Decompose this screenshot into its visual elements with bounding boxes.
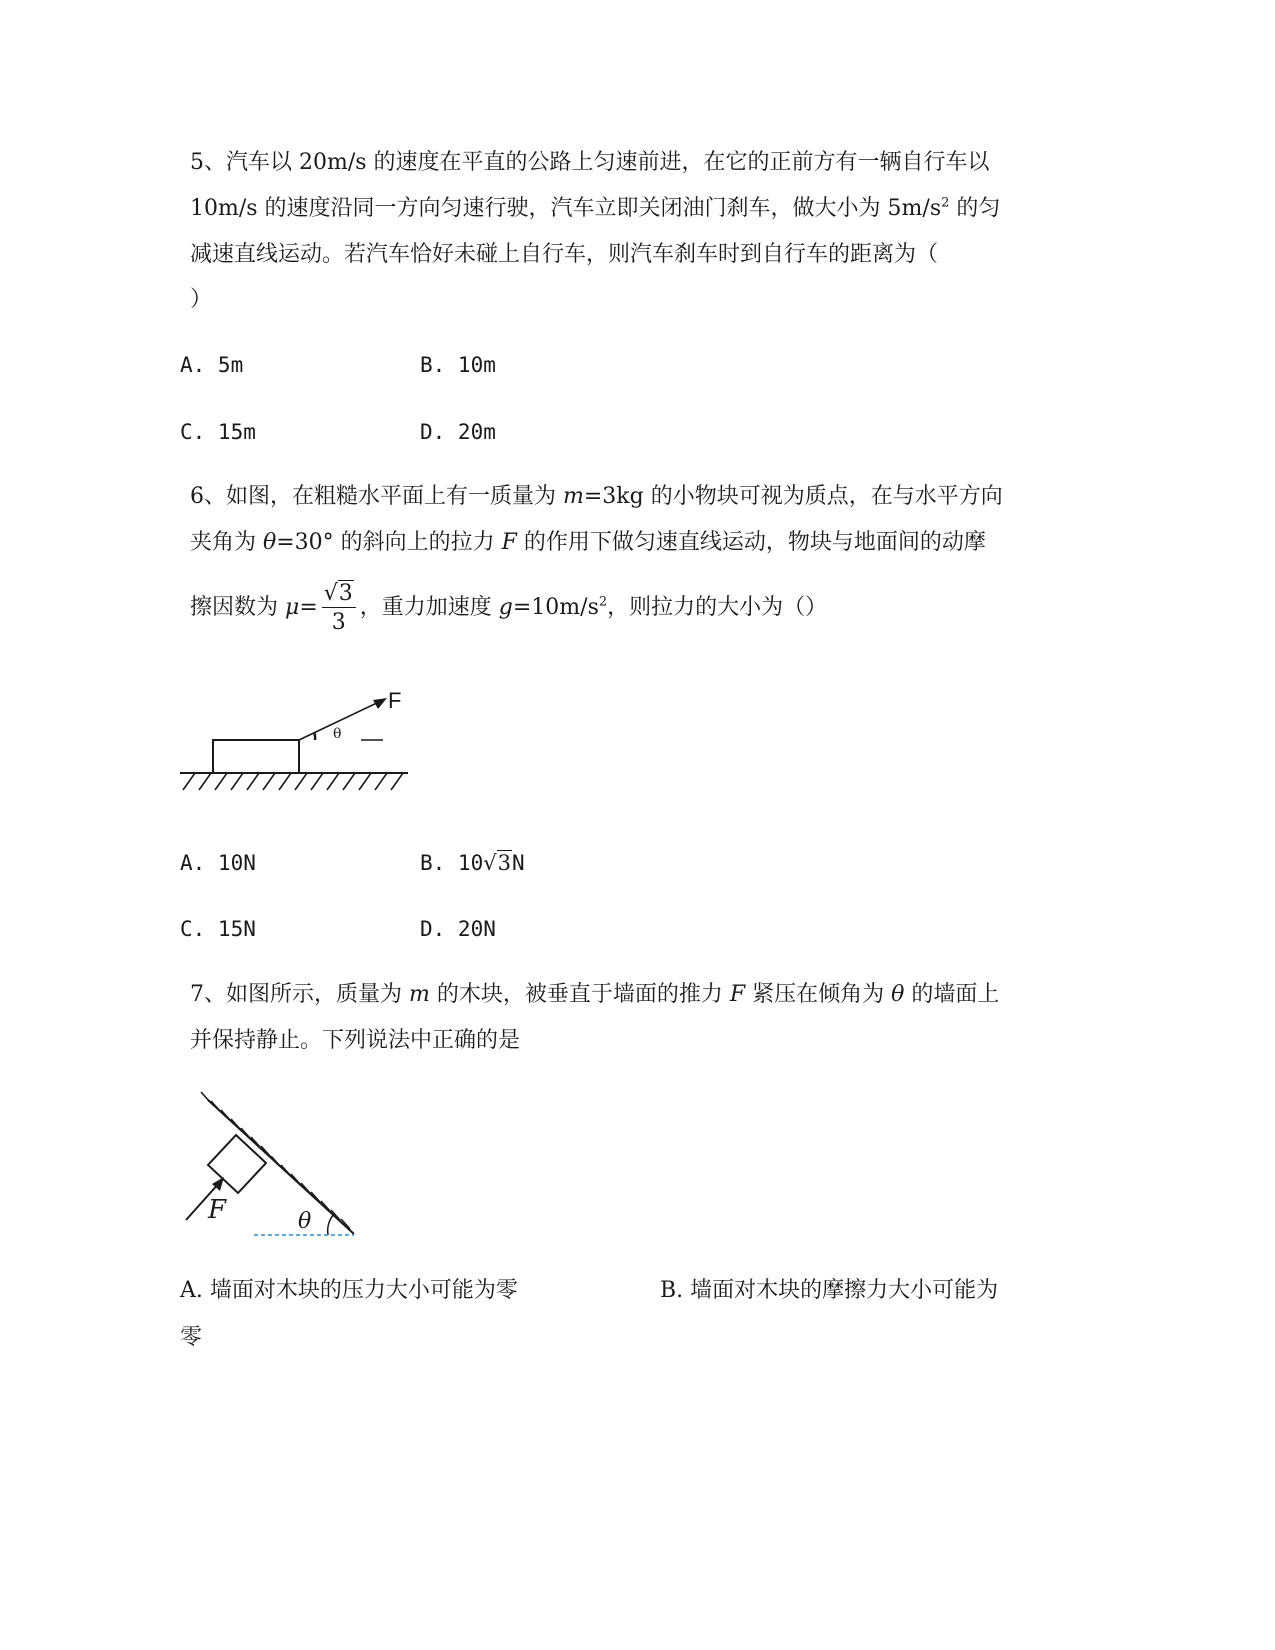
q5-option-c: C. 15m (180, 420, 256, 444)
block (213, 740, 299, 773)
angle-label: θ (333, 726, 342, 742)
q6-line-1: 6、如图，在粗糙水平面上有一质量为 m=3kg 的小物块可视为质点，在与水平方向 (190, 484, 1003, 509)
q7-option-b: B. 墙面对木块的摩擦力大小可能为 (660, 1278, 999, 1303)
q7-option-a: A. 墙面对木块的压力大小可能为零 (180, 1278, 518, 1303)
ground-hatch (183, 773, 403, 790)
q5-line-1: 5、汽车以 20m/s 的速度在平直的公路上匀速前进，在它的正前方有一辆自行车以 (190, 150, 990, 175)
angle-arc (314, 732, 315, 740)
q6-figure (175, 680, 425, 800)
q5-line-4: ） (190, 287, 213, 312)
q6-line-2: 夹角为 θ=30° 的斜向上的拉力 F 的作用下做匀速直线运动，物块与地面间的动摩 (190, 530, 986, 555)
q7-line-1: 7、如图所示，质量为 m 的木块，被垂直于墙面的推力 F 紧压在倾角为 θ 的墙面上 (190, 982, 1000, 1007)
mu-fraction: $\frac{√3}{3}$ (322, 583, 356, 634)
incline-angle-label: θ (298, 1209, 312, 1234)
q5-option-d: D. 20m (420, 420, 496, 444)
q6-option-a: A. 10N (180, 851, 256, 875)
q6-option-d: D. 20N (420, 917, 496, 941)
q5-line-3: 减速直线运动。若汽车恰好未碰上自行车，则汽车刹车时到自行车的距离为（ (190, 242, 939, 267)
force-label: F (388, 688, 402, 713)
q7-figure (180, 1090, 370, 1240)
q7-option-b-continued: 零 (180, 1325, 203, 1350)
q6-line-3: 擦因数为 μ= $\frac{√3}{3}$ ，重力加速度 $g=10m/s^2$，则拉力的大小为（） (190, 580, 828, 635)
push-force-label: F (208, 1195, 227, 1225)
q6-option-b: B. 10√3N (420, 851, 525, 875)
q5-option-a: A. 5m (180, 353, 244, 377)
q6-option-c: C. 15N (180, 917, 256, 941)
arrow-head (373, 698, 387, 709)
q5-line-2: 10m/s 的速度沿同一方向匀速行驶，汽车立即关闭油门刹车，做大小为 $5m/s^2$ 的匀 (190, 195, 1001, 221)
incline-angle-arc (328, 1214, 334, 1235)
q7-line-2: 并保持静止。下列说法中正确的是 (190, 1028, 521, 1053)
q5-option-b: B. 10m (420, 353, 496, 377)
